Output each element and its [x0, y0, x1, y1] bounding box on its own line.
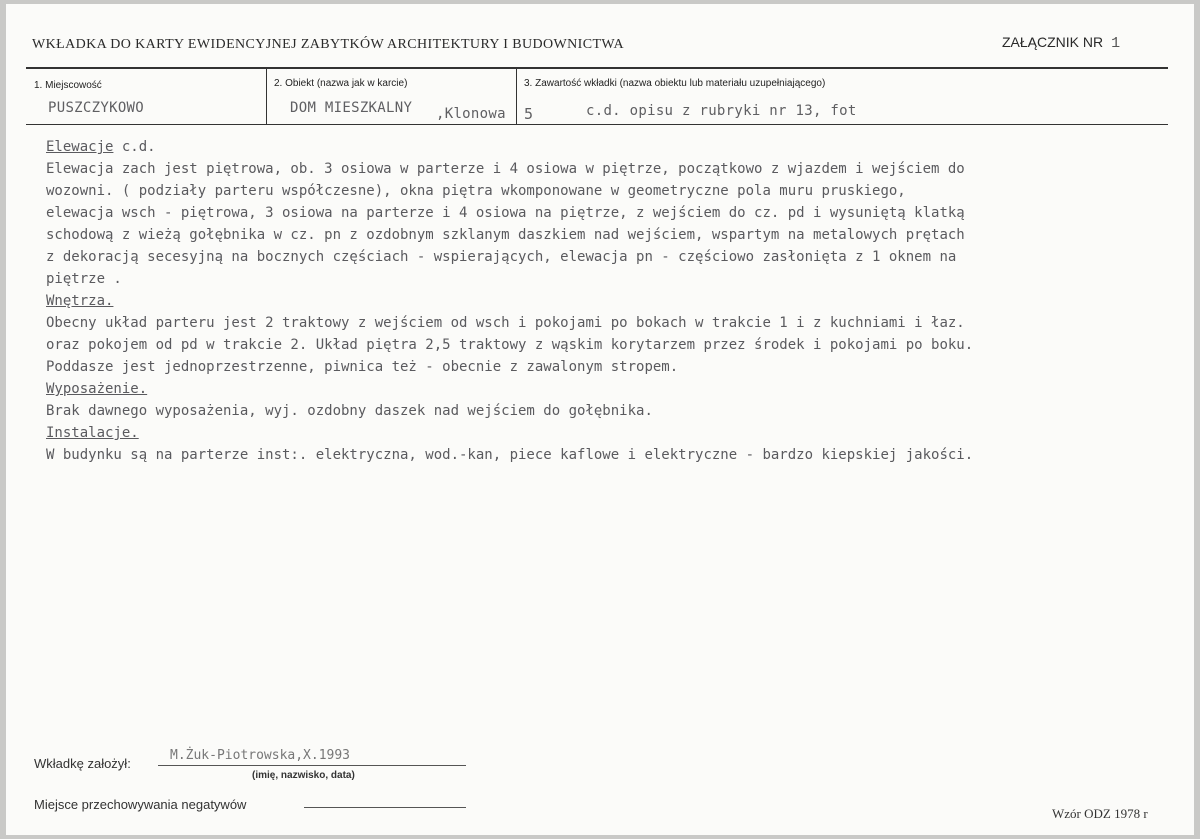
body-line-10: oraz pokojem od pd w trakcie 2. Układ piętra 2,5 traktowy z wąskim korytarzem przez środek i pokojami po boku. — [46, 337, 974, 353]
object-label — [274, 78, 407, 89]
content-label-main: 3. Zawartość wkładki — [524, 78, 617, 89]
annex-label — [1002, 34, 1120, 52]
section-heading-wyposazenie: Wyposażenie. — [46, 381, 148, 397]
prepared-by-rule — [158, 765, 466, 766]
column-divider — [266, 68, 267, 125]
body-line-7: piętrze . — [46, 271, 122, 287]
negatives-storage-rule — [304, 807, 466, 808]
annex-number: 1 — [1111, 35, 1121, 52]
annex-label-text: ZAŁĄCZNIK NR — [1002, 34, 1104, 50]
body-line-5: schodową z wieżą gołębnika w cz. pn z ozdobnym szklanym daszkiem nad wejściem, wspartym na metalowych prętach — [46, 227, 965, 243]
body-line-2: Elewacja zach jest piętrowa, ob. 3 osiowa w parterze i 4 osiowa w piętrze, początkowo z wjazdem i wejściem do — [46, 161, 965, 177]
content-number: 5 — [524, 105, 534, 123]
body-line-11: Poddasze jest jednoprzestrzenne, piwnica też - obecnie z zawalonym stropem. — [46, 359, 679, 375]
object-label-main: 2. Obiekt — [274, 78, 315, 89]
object-value: DOM MIESZKALNY — [290, 100, 413, 116]
prepared-by-caption: (imię, nazwisko, data) — [252, 770, 355, 781]
content-label-note: (nazwa obiektu lub materiału uzupełniającego) — [619, 78, 826, 89]
form-bottom-rule — [26, 124, 1168, 125]
body-line-6: z dekoracją secesyjną na bocznych częściach - wspierających, elewacja pn - częściowo zasłonięta z 1 oknem na — [46, 249, 957, 265]
section-heading-instalacje: Instalacje. — [46, 425, 139, 441]
description-body — [46, 136, 1186, 466]
section-heading-wnetrza: Wnętrza. — [46, 293, 114, 309]
prepared-by-value: M.Żuk-Piotrowska,X.1993 — [170, 748, 351, 763]
body-line-1-rest: c.d. — [113, 139, 156, 155]
form-number: Wzór ODZ 1978 r — [1052, 806, 1148, 821]
content-label — [524, 78, 825, 89]
body-line-15: W budynku są na parterze inst:. elektryczna, wod.-kan, piece kaflowe i elektryczne - bardzo kiepskiej jakości. — [46, 447, 974, 463]
object-label-note: (nazwa jak w karcie) — [316, 78, 408, 89]
prepared-by-label: Wkładkę założył: — [34, 756, 131, 771]
section-heading-elewacje: Elewacje — [46, 139, 114, 155]
body-line-1 — [46, 136, 1186, 158]
locality-value: PUSZCZYKOWO — [48, 100, 145, 116]
body-line-4: elewacja wsch - piętrowa, 3 osiowa na parterze i 4 osiowa na piętrze, z wejściem do cz. pd i wysuniętą klatką — [46, 205, 965, 221]
body-line-3: wozowni. ( podziały parteru współczesne), okna piętra wkomponowane w geometryczne pola muru pruskiego, — [46, 183, 906, 199]
body-line-13: Brak dawnego wyposażenia, wyj. ozdobny daszek nad wejściem do gołębnika. — [46, 403, 653, 419]
object-street: ,Klonowa — [436, 106, 506, 122]
form-top-rule — [26, 67, 1168, 69]
column-divider — [516, 68, 517, 125]
document-page — [6, 4, 1194, 835]
locality-label: 1. Miejscowość — [34, 80, 102, 91]
negatives-storage-label: Miejsce przechowywania negatywów — [34, 797, 247, 812]
body-line-9: Obecny układ parteru jest 2 traktowy z wejściem od wsch i pokojami po bokach w trakcie 1 i z kuchniami i łaz. — [46, 315, 965, 331]
document-title: WKŁADKA DO KARTY EWIDENCYJNEJ ZABYTKÓW ARCHITEKTURY I BUDOWNICTWA — [32, 37, 624, 52]
content-value: c.d. opisu z rubryki nr 13, fot — [586, 103, 857, 119]
